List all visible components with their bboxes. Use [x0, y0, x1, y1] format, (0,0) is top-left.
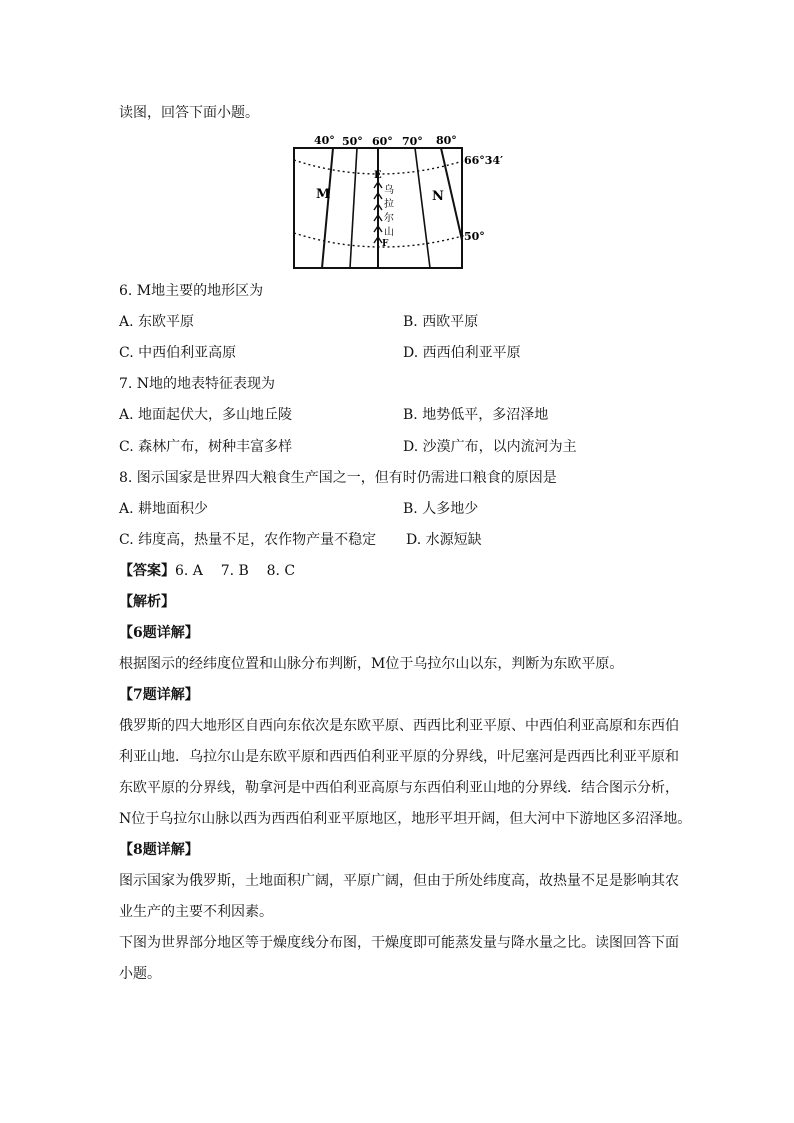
question-6-option-a: A. 东欧平原	[119, 314, 195, 330]
question-6-option-b: B. 西欧平原	[403, 314, 479, 330]
latitude-label-top: 66°34′	[464, 154, 504, 167]
question-7-option-d: D. 沙漠广布，以内流河为主	[403, 439, 577, 455]
question-7-option-c: C. 森林广布，树种丰富多样	[119, 439, 293, 455]
map-figure	[290, 130, 510, 276]
longitude-label-70: 70°	[402, 135, 423, 148]
meridian-50	[350, 148, 357, 268]
answer-line	[119, 562, 295, 580]
question-7-option-a: A. 地面起伏大，多山地丘陵	[119, 407, 293, 423]
q6-detail-line-1: 根据图示的经纬度位置和山脉分布判断，M位于乌拉尔山以东，判断为东欧平原。	[119, 656, 624, 672]
q8-detail-title: 【8题详解】	[119, 842, 199, 858]
answer-text: 6. A 7. B 8. C	[175, 563, 296, 579]
region-n-label: N	[432, 189, 444, 204]
meridian-70	[415, 148, 430, 268]
question-7-stem: 7. N地的地表特征表现为	[119, 376, 276, 392]
latitude-label-bottom: 50°	[464, 230, 485, 243]
analysis-title: 【解析】	[119, 594, 175, 610]
meridian-80	[441, 148, 462, 240]
region-m-label: M	[316, 187, 331, 202]
question-6-option-d: D. 西西伯利亚平原	[403, 345, 521, 361]
mountain-label-char-4: 山	[384, 227, 394, 238]
longitude-label-50: 50°	[342, 135, 363, 148]
q7-detail-line-3: 东欧平原的分界线，勒拿河是中西伯利亚高原与东西伯利亚山地的分界线．结合图示分析，	[119, 780, 679, 796]
q7-detail-line-2: 利亚山地．乌拉尔山是东欧平原和西西伯利亚平原的分界线，叶尼塞河是西西比利亚平原和	[119, 749, 679, 765]
longitude-label-60: 60°	[372, 135, 393, 148]
longitude-label-40: 40°	[314, 134, 335, 147]
question-6-stem: 6. M地主要的地形区为	[119, 283, 264, 299]
point-e-label: E	[374, 170, 382, 181]
answer-label: 【答案】	[119, 563, 175, 579]
next-intro-line-1: 下图为世界部分地区等于燥度线分布图，干燥度即可能蒸发量与降水量之比。读图回答下面	[119, 935, 679, 951]
q7-detail-line-1: 俄罗斯的四大地形区自西向东依次是东欧平原、西西比利亚平原、中西伯利亚高原和东西伯	[119, 718, 679, 734]
question-6-option-c: C. 中西伯利亚高原	[119, 345, 237, 361]
q7-detail-line-4: N位于乌拉尔山脉以西为西西伯利亚平原地区，地形平坦开阔，但大河中下游地区多沼泽地。	[119, 811, 692, 827]
question-8-option-c: C. 纬度高，热量不足，农作物产量不稳定	[119, 532, 377, 548]
q6-detail-title: 【6题详解】	[119, 625, 199, 641]
mountain-label-char-1: 乌	[384, 185, 394, 196]
longitude-label-80: 80°	[436, 134, 457, 147]
next-intro-line-2: 小题。	[119, 966, 161, 982]
question-8-option-b: B. 人多地少	[403, 501, 479, 517]
question-8-option-a: A. 耕地面积少	[119, 501, 209, 517]
mountain-label-char-2: 拉	[384, 199, 394, 210]
q8-detail-line-2: 业生产的主要不利因素。	[119, 904, 273, 920]
intro-text: 读图，回答下面小题。	[119, 105, 259, 121]
q7-detail-title: 【7题详解】	[119, 687, 199, 703]
question-8-stem: 8. 图示国家是世界四大粮食生产国之一，但有时仍需进口粮食的原因是	[119, 470, 557, 486]
point-f-label: F	[382, 239, 389, 249]
question-8-option-d: D. 水源短缺	[406, 532, 482, 548]
question-7-option-b: B. 地势低平，多沼泽地	[403, 407, 549, 423]
mountain-label-char-3: 尔	[384, 213, 394, 224]
q8-detail-line-1: 图示国家为俄罗斯，土地面积广阔，平原广阔，但由于所处纬度高，故热量不足是影响其农	[119, 873, 679, 889]
meridian-40	[322, 148, 333, 268]
